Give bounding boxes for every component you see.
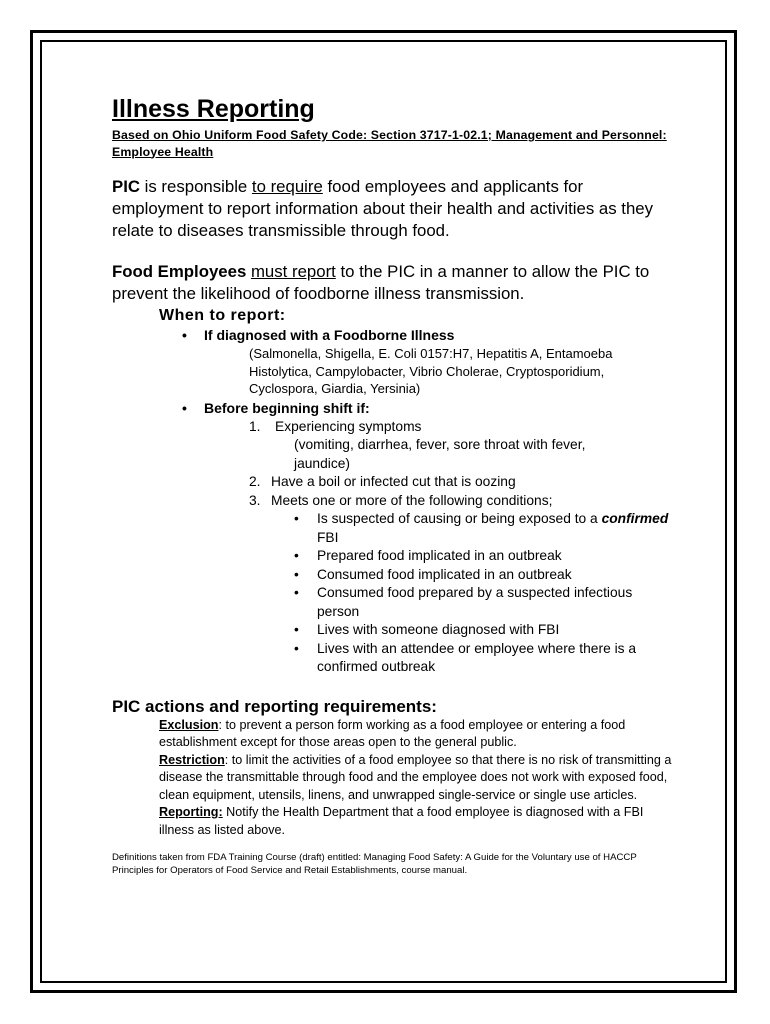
bullet-icon: • — [294, 585, 299, 600]
condition-item — [294, 547, 672, 566]
reporting-definition — [159, 804, 672, 839]
bullet-icon: • — [294, 566, 299, 582]
condition-item — [294, 621, 672, 640]
exclusion-definition — [159, 717, 672, 752]
condition-text: Lives with an attendee or employee where there is a confirmed outbreak — [317, 640, 637, 674]
bullet-before-shift — [182, 399, 672, 418]
bullet-icon: • — [294, 622, 299, 637]
list-item-text: Experiencing symptoms — [275, 418, 422, 434]
condition-item — [294, 566, 672, 585]
reporting-term: Reporting: — [159, 805, 223, 819]
condition-text: Is suspected of causing or being exposed to a — [317, 511, 602, 526]
bullet-before-shift-label: Before beginning shift if: — [204, 399, 370, 416]
list-item-text: Meets one or more of the following conditions; — [271, 492, 553, 508]
para1-text-b: food employees and applicants for employment to report information about their health and activities as they relate to diseases transmissible through food. — [112, 177, 654, 240]
pic-responsibility-paragraph — [112, 176, 672, 242]
condition-item — [294, 584, 647, 621]
bullet-icon: • — [294, 548, 299, 563]
bullet-foodborne-illness — [182, 326, 672, 345]
para2-text-b: to the PIC in a manner to allow the PIC to prevent the likelihood of foodborne illness transmission. — [112, 262, 650, 303]
list-item-text: Have a boil or infected cut that is oozing — [271, 474, 516, 489]
list-item-3 — [249, 492, 672, 511]
list-number: 1. — [249, 418, 261, 434]
page-title: Illness Reporting — [112, 95, 315, 123]
page-subtitle: Based on Ohio Uniform Food Safety Code: Section 3717-1-02.1; Management and Personnel: Employee Health — [112, 128, 667, 159]
reporting-text: Notify the Health Department that a food employee is diagnosed with a FBI illness as listed above. — [159, 805, 644, 837]
restriction-term: Restriction — [159, 752, 225, 767]
condition-text: Prepared food implicated in an outbreak — [317, 548, 562, 563]
condition-text: Consumed food prepared by a suspected infectious person — [317, 585, 633, 619]
symptoms-detail: (vomiting, diarrhea, fever, sore throat with fever, jaundice) — [294, 437, 586, 471]
list-item-2 — [249, 473, 672, 492]
bullet-icon: • — [294, 511, 299, 526]
list-number: 3. — [249, 492, 261, 508]
list-item-1 — [249, 418, 672, 437]
organism-list: (Salmonella, Shigella, E. Coli 0157:H7, Hepatitis A, Entamoeba Histolytica, Campylobacter, Vibrio Cholerae, Cryptosporidium, Cyclospora, Giardia, Yersinia) — [249, 346, 613, 396]
condition-text: Lives with someone diagnosed with FBI — [317, 622, 560, 637]
must-report-text: must report — [250, 262, 336, 281]
para1-text-a: is responsible — [139, 177, 252, 196]
restriction-text: : to limit the activities of a food employee so that there is no risk of transmitting a disease the transmittable through food and the employee does not work with exposed food, clean equipment, utensils, linens, and unwrapped single-service or single use articles. — [159, 752, 672, 802]
to-require-text: to require — [251, 177, 323, 196]
condition-text: Consumed food implicated in an outbreak — [317, 566, 572, 582]
bullet-icon: • — [182, 399, 187, 416]
condition-item — [294, 640, 672, 677]
bullet-foodborne-illness-label: If diagnosed with a Foodborne Illness — [204, 327, 455, 343]
condition-text-end: FBI — [317, 529, 339, 545]
condition-item — [294, 510, 672, 547]
confirmed-text: confirmed — [601, 511, 669, 526]
exclusion-term: Exclusion — [159, 717, 219, 732]
footnote: Definitions taken from FDA Training Course (draft) entitled: Managing Food Safety: A Guide for the Voluntary use of HACCP Principles for Operators of Food Service and Retail Establishments, course manual. — [112, 852, 637, 876]
exclusion-text: : to prevent a person form working as a food employee or entering a food establishment except for those areas open to the general public. — [159, 717, 626, 749]
bullet-icon: • — [294, 640, 299, 656]
food-employees-lead: Food Employees — [112, 262, 247, 281]
list-number: 2. — [249, 474, 261, 489]
pic-actions-heading: PIC actions and reporting requirements: — [112, 696, 437, 716]
restriction-definition — [159, 752, 672, 805]
pic-lead: PIC — [112, 177, 140, 196]
bullet-icon: • — [182, 327, 187, 343]
document-body — [112, 94, 672, 887]
food-employees-paragraph — [112, 261, 672, 305]
when-to-report-heading: When to report: — [159, 307, 286, 324]
